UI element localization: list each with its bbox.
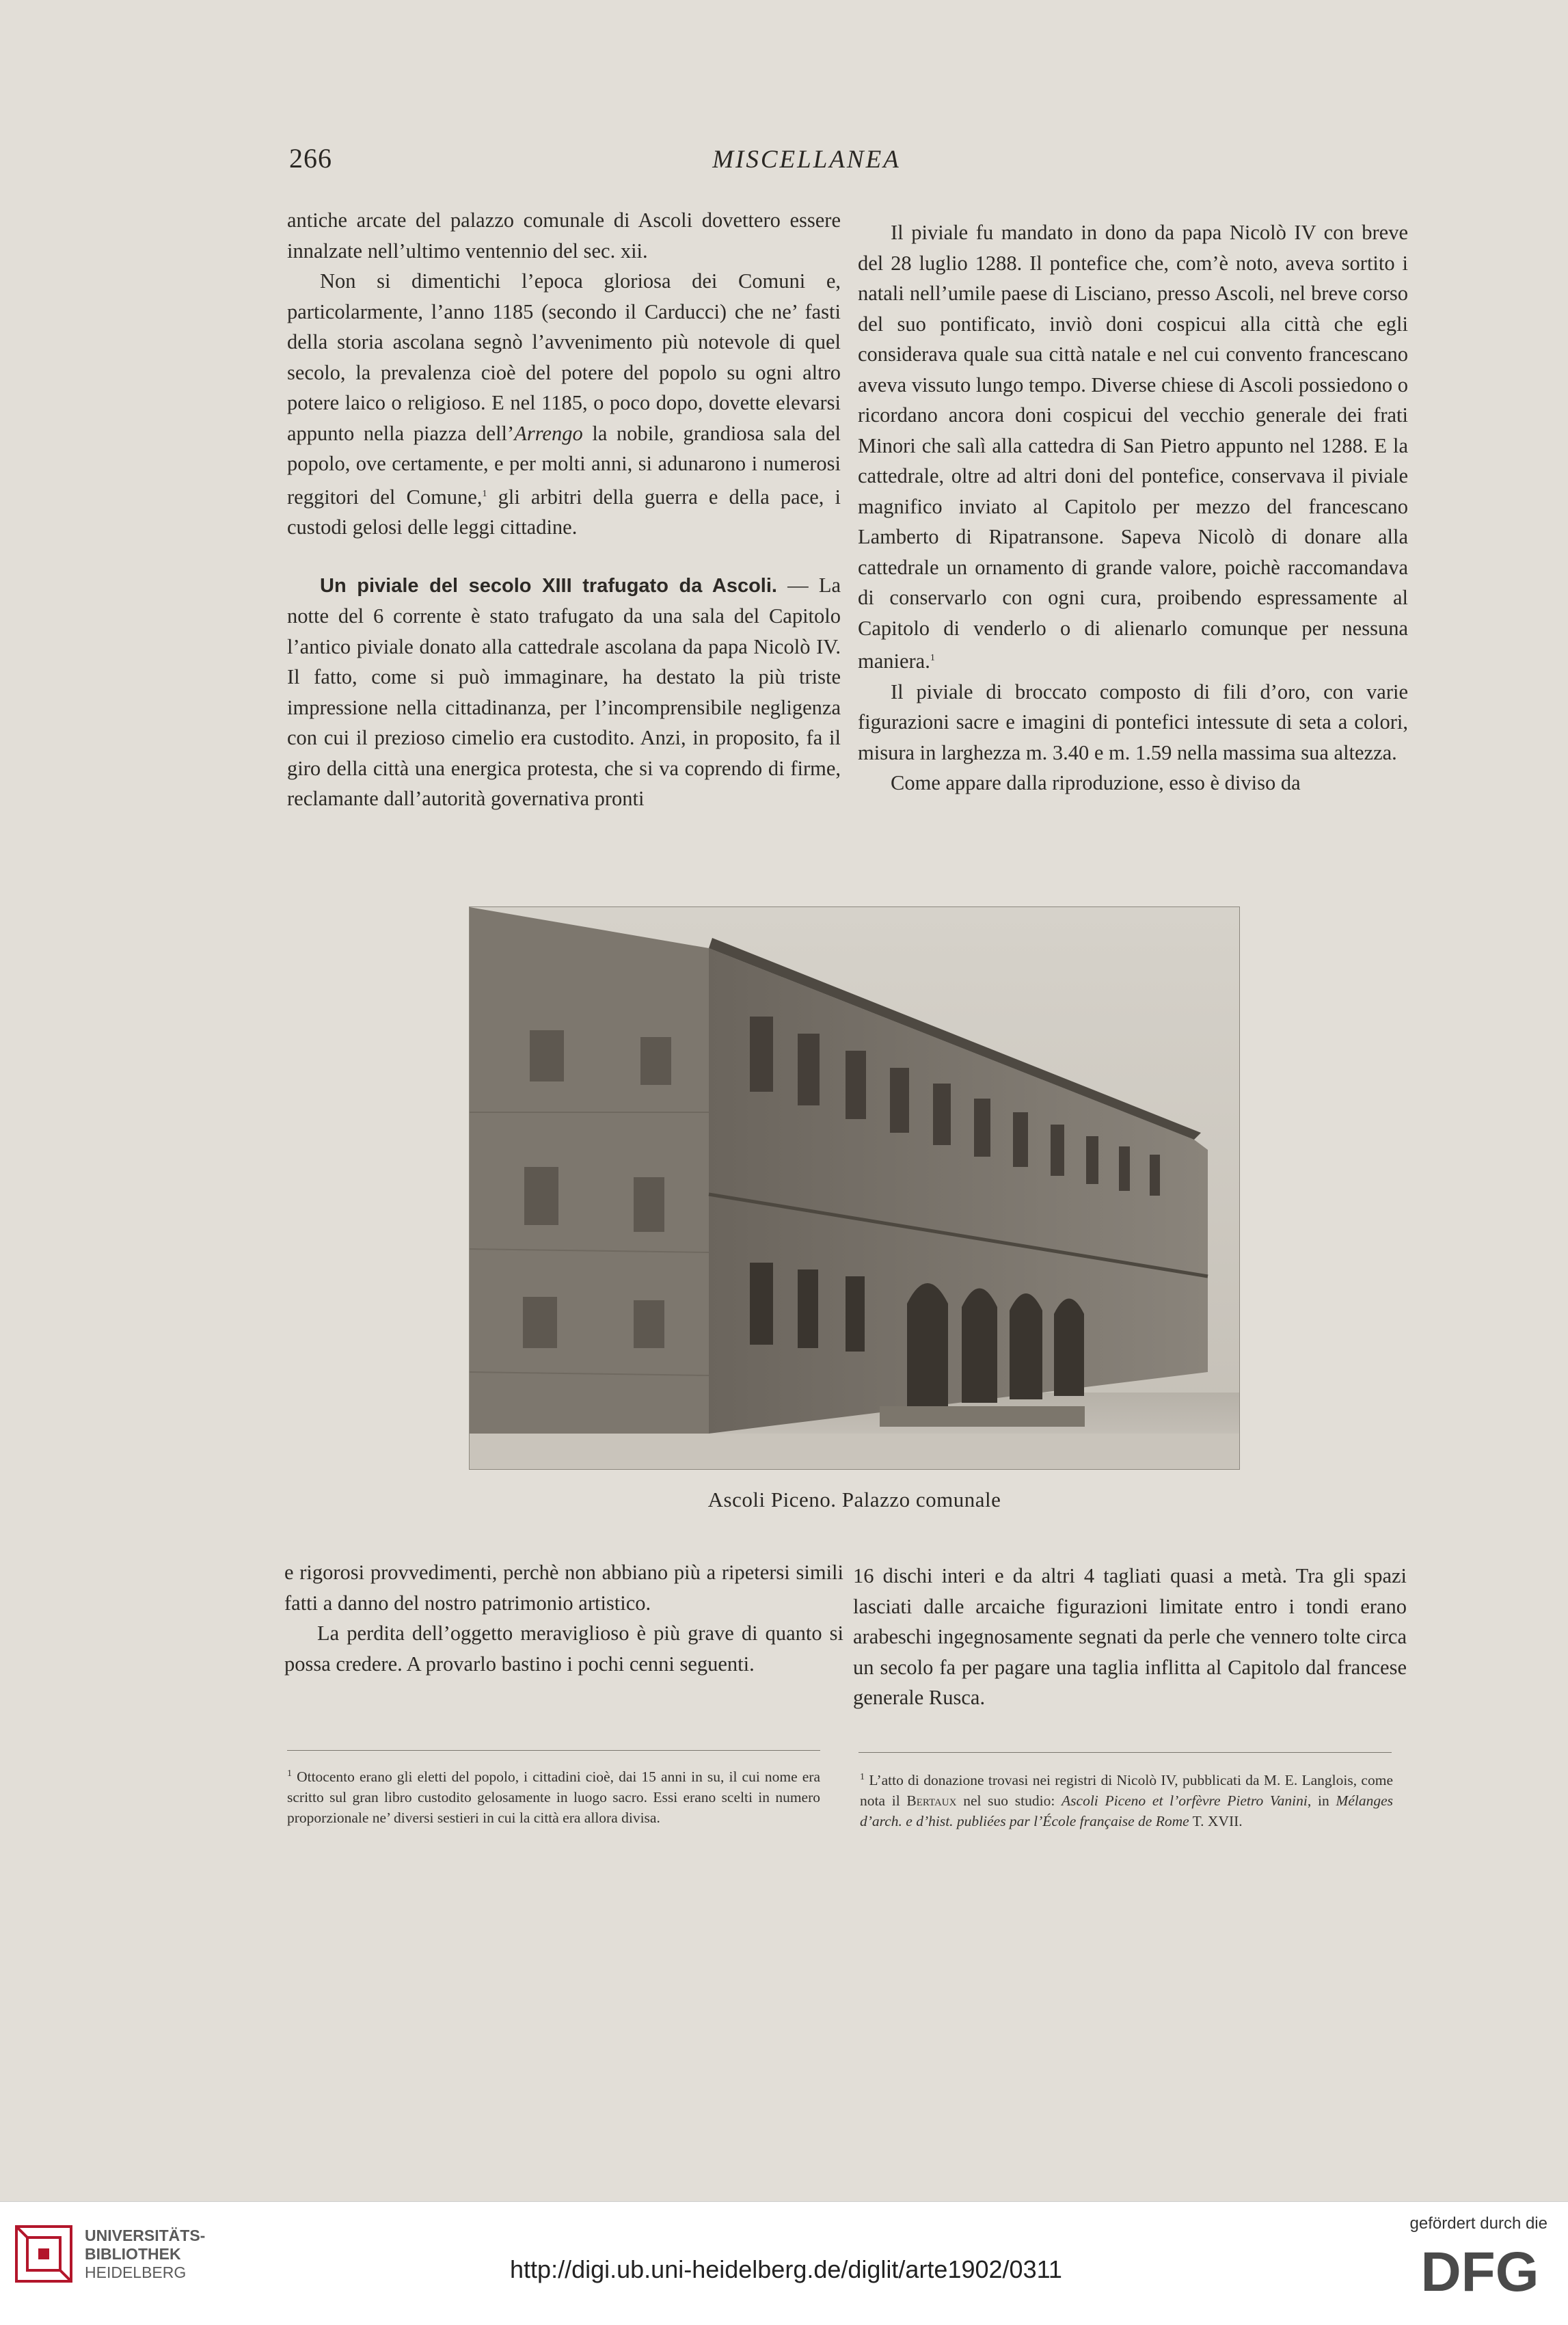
footnote-marker: 1 [482,488,487,499]
section-heading: Un piviale del secolo XIII trafugato da Ascoli. [320,574,777,597]
palazzo-photograph [469,906,1240,1470]
library-name[interactable]: UNIVERSITÄTS- BIBLIOTHEK HEIDELBERG [85,2227,206,2281]
page-number: 266 [289,143,332,174]
paragraph: Un piviale del secolo XIII trafugato da Ascoli. — La notte del 6 corrente è stato trafugato da una sala del Capitolo l’antico piviale donato alla cattedrale ascolana da papa Nicolò IV. Il fatto, come si può immaginare, ha destato la più triste impressione nella cittadinanza, per l’incomprensibile negligenza con cui il prezioso cimelio era custodito. Anzi, in proposito, fa il giro della città una energica protesta, che si va coprendo di firme, reclamante dall’autorità governativa pronti [287,573,841,811]
university-library-logo-icon[interactable] [12,2222,75,2285]
svg-text:DFG: DFG [1420,2242,1539,2300]
footnote-marker: 1 [930,653,935,663]
paragraph: Il piviale fu mandato in dono da papa Nicolò IV con breve del 28 luglio 1288. Il pontefice che, com’è noto, aveva sortito i natali nell’umile paese di Lisciano, presso Ascoli, nel breve corso del suo pontificato, inviò doni cospicui alla città che egli considerava quale sua città natale e nel cui convento francescano aveva vissuto lungo tempo. Diverse chiese di Ascoli possiedono o ricordano ancora doni cospicui del vecchio generale dei frati Minori che salì alla cattedra di San Pietro appunto nel 1288. E la cattedrale, oltre ad altri doni del pontefice, conservava il piviale magnifico inviato al Capitolo per mezzo del francescano Lamberto di Ripatransone. Sapeva Nicolò di donare alla cattedrale un ornamento di grande valore, poichè raccomandava di conservarlo con ogni cura, proibendo espressamente al Capitolo di venderlo o di alienarlo comunque per nessuna maniera.$^1$ [858,221,1408,673]
paragraph: La perdita dell’oggetto meraviglioso è più grave di quanto si possa credere. A provarlo bastino i pochi cenni seguenti. [284,1622,843,1676]
footnote-divider [287,1750,820,1751]
figure-caption: Ascoli Piceno. Palazzo comunale [707,1488,1001,1511]
dfg-logo-icon[interactable] [1412,2242,1547,2300]
paragraph: e rigorosi provvedimenti, perchè non abbiano più a ripetersi simili fatti a danno del nostro patrimonio artistico. [284,1561,843,1615]
footnote-right: $^1$ L’atto di donazione trovasi nei registri di Nicolò IV, pubblicati da M. E. Langlois, come nota il Bertaux nel suo studio: Ascoli Piceno et l’orfèvre Pietro Vanini, in Mélanges d’arch. e d’hist. publiées par l’École française de Rome T. XVII. [860,1772,1393,1830]
paragraph: Come appare dalla riproduzione, esso è diviso da [891,771,1301,795]
column-top-left [287,205,841,814]
footnote-marker: 1 [860,1772,865,1782]
funder-label: gefördert durch die [1409,2214,1547,2233]
paragraph: antiche arcate del palazzo comunale di Ascoli dovettero essere innalzate nell’ultimo ventennio del sec. xii. [287,209,841,263]
viewer-footer [0,2201,1568,2325]
running-title: MISCELLANEA [712,146,901,174]
column-bottom-left [284,1557,843,1679]
footnote-left: $^1$ Ottocento erano gli eletti del popolo, i cittadini cioè, dai 15 anni in su, il cui nome era scritto sul gran libro custodito gelosamente in luogo sacro. Essi erano scelti in numero proporzionale ne’ diversi sestieri in cui la città era allora divisa. [287,1769,820,1827]
column-bottom-right [853,1561,1407,1713]
footnote-divider [859,1752,1392,1753]
building-illustration [470,907,1240,1470]
permalink-url[interactable]: http://digi.ub.uni-heidelberg.de/diglit/arte1902/0311 [510,2255,1062,2283]
paragraph: 16 dischi interi e da altri 4 tagliati quasi a metà. Tra gli spazi lasciati dalle arcaiche figurazioni limitate entro i tondi erano arabeschi ingegnosamente segnati da perle che vennero tolte circa un secolo fa per pagare una taglia inflitta al Capitolo dal francese generale Rusca. [853,1564,1407,1709]
paragraph: Il piviale di broccato composto di fili d’oro, con varie figurazioni sacre e imagini di pontefici intessute di seta a colori, misura in larghezza m. 3.40 e m. 1.59 nella massima sua altezza. [858,680,1408,764]
column-top-right [858,217,1408,798]
paragraph: Non si dimentichi l’epoca gloriosa dei Comuni e, particolarmente, l’anno 1185 (secondo il Carducci) che ne’ fasti della storia ascolana segnò l’avvenimento più notevole di quel secolo, la prevalenza cioè del potere del popolo su ogni altro potere laico o religioso. E nel 1185, o poco dopo, dovette elevarsi appunto nella piazza dell’Arrengo la nobile, grandiosa sala del popolo, ove certamente, e per molti anni, si adunarono i numerosi reggitori del Comune,$^1$ gli arbitri della guerra e della pace, i custodi gelosi delle leggi cittadine. [287,269,841,539]
footnote-marker: 1 [287,1769,292,1779]
